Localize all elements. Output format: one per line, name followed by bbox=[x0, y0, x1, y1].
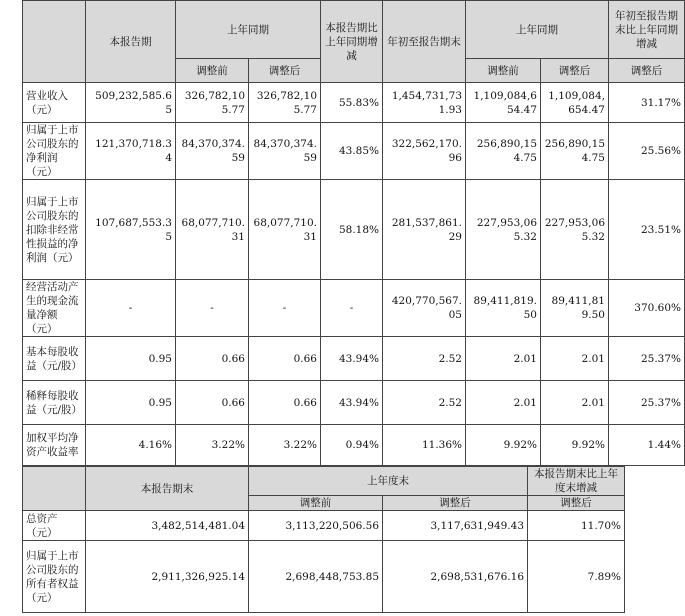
header-current-period: 本报告期 bbox=[86, 1, 176, 83]
cell-current-period: 121,370,718.34 bbox=[86, 123, 176, 180]
cell-before-adjust: 84,370,374.59 bbox=[176, 123, 249, 180]
balance-key-figures-table bbox=[22, 466, 625, 613]
cell-before-adjust: 68,077,710.31 bbox=[176, 180, 249, 280]
cell-period-end: 2,911,326,925.14 bbox=[86, 541, 249, 613]
cell-before-adjust-2: 9.92% bbox=[466, 425, 541, 466]
row-label: 归属于上市公司股东的扣除非经常性损益的净利润（元） bbox=[23, 180, 86, 280]
cell-before-adjust-2: 89,411,819.50 bbox=[466, 280, 541, 337]
cell-after-adjust-2: 9.92% bbox=[541, 425, 609, 466]
header-ytd-change: 年初至报告期末比上年同期增减 bbox=[609, 1, 685, 59]
cell-ytd-change: 25.56% bbox=[609, 123, 685, 180]
cell-ytd-change: 31.17% bbox=[609, 83, 685, 123]
cell-before-adjust: - bbox=[176, 280, 249, 337]
header-after-adjust: 调整后 bbox=[249, 59, 321, 83]
table-row bbox=[23, 83, 685, 123]
cell-after-adjust: 3.22% bbox=[249, 425, 321, 466]
cell-current-period: 509,232,585.65 bbox=[86, 83, 176, 123]
table-row bbox=[23, 511, 625, 541]
cell-ytd-change: 25.37% bbox=[609, 381, 685, 425]
cell-after-adjust-2: 227,953,065.32 bbox=[541, 180, 609, 280]
header-before-adjust: 调整前 bbox=[176, 59, 249, 83]
cell-before-adjust: 326,782,105.77 bbox=[176, 83, 249, 123]
cell-after-adjust-2: 2.01 bbox=[541, 337, 609, 381]
quarterly-key-figures-table bbox=[22, 0, 685, 466]
header-after-adjust: 调整后 bbox=[383, 496, 528, 511]
cell-change: 43.85% bbox=[321, 123, 383, 180]
cell-after-adjust-2: 89,411,819.50 bbox=[541, 280, 609, 337]
row-label: 稀释每股收益（元/股） bbox=[23, 381, 86, 425]
cell-after-adjust: 2,698,531,676.16 bbox=[383, 541, 528, 613]
cell-change: 43.94% bbox=[321, 381, 383, 425]
cell-before-adjust: 3,113,220,506.56 bbox=[249, 511, 383, 541]
header-after-adjust-3: 调整后 bbox=[541, 59, 609, 83]
cell-current-period: 107,687,553.35 bbox=[86, 180, 176, 280]
table-row bbox=[23, 425, 685, 466]
cell-current-period: - bbox=[86, 280, 176, 337]
table-row bbox=[23, 337, 685, 381]
cell-current-period: 0.95 bbox=[86, 381, 176, 425]
cell-before-adjust: 0.66 bbox=[176, 381, 249, 425]
header-period-end: 本报告期末 bbox=[86, 467, 249, 511]
header-change-vs-last-year: 本报告期比上年同期增减 bbox=[321, 1, 383, 83]
header-before-adjust: 调整前 bbox=[249, 496, 383, 511]
cell-before-adjust-2: 2.01 bbox=[466, 337, 541, 381]
cell-change: 11.70% bbox=[528, 511, 625, 541]
cell-before-adjust-2: 256,890,154.75 bbox=[466, 123, 541, 180]
header-ytd-end: 年初至报告期末 bbox=[383, 1, 466, 83]
cell-after-adjust: 3,117,631,949.43 bbox=[383, 511, 528, 541]
table-row bbox=[23, 123, 685, 180]
cell-ytd: 1,454,731,731.93 bbox=[383, 83, 466, 123]
cell-before-adjust: 2,698,448,753.85 bbox=[249, 541, 383, 613]
cell-after-adjust: 84,370,374.59 bbox=[249, 123, 321, 180]
cell-before-adjust-2: 2.01 bbox=[466, 381, 541, 425]
row-label: 营业收入（元） bbox=[23, 83, 86, 123]
cell-before-adjust-2: 1,109,084,654.47 bbox=[466, 83, 541, 123]
cell-ytd-change: 23.51% bbox=[609, 180, 685, 280]
cell-change: - bbox=[321, 280, 383, 337]
row-label: 基本每股收益（元/股） bbox=[23, 337, 86, 381]
cell-before-adjust: 3.22% bbox=[176, 425, 249, 466]
header-same-period-last-year: 上年同期 bbox=[176, 1, 321, 59]
cell-ytd-change: 25.37% bbox=[609, 337, 685, 381]
row-label: 经营活动产生的现金流量净额（元） bbox=[23, 280, 86, 337]
cell-ytd-change: 1.44% bbox=[609, 425, 685, 466]
corner-header-2 bbox=[23, 467, 86, 511]
cell-before-adjust: 0.66 bbox=[176, 337, 249, 381]
cell-after-adjust-2: 1,109,084,654.47 bbox=[541, 83, 609, 123]
row-label: 归属于上市公司股东的净利润（元） bbox=[23, 123, 86, 180]
header-after-adjust-2: 调整后 bbox=[528, 496, 625, 511]
cell-current-period: 4.16% bbox=[86, 425, 176, 466]
cell-ytd: 281,537,861.29 bbox=[383, 180, 466, 280]
cell-after-adjust: 326,782,105.77 bbox=[249, 83, 321, 123]
cell-ytd: 2.52 bbox=[383, 381, 466, 425]
cell-after-adjust-2: 256,890,154.75 bbox=[541, 123, 609, 180]
cell-after-adjust-2: 2.01 bbox=[541, 381, 609, 425]
cell-current-period: 0.95 bbox=[86, 337, 176, 381]
header-after-adjust-4: 调整后 bbox=[609, 59, 685, 83]
header-same-period-last-year-2: 上年同期 bbox=[466, 1, 609, 59]
cell-after-adjust: 68,077,710.31 bbox=[249, 180, 321, 280]
header-before-adjust-2: 调整前 bbox=[466, 59, 541, 83]
cell-change: 43.94% bbox=[321, 337, 383, 381]
row-label: 总资产（元） bbox=[23, 511, 86, 541]
table-row bbox=[23, 180, 685, 280]
cell-after-adjust: 0.66 bbox=[249, 381, 321, 425]
cell-ytd: 322,562,170.96 bbox=[383, 123, 466, 180]
row-label: 加权平均净资产收益率 bbox=[23, 425, 86, 466]
cell-ytd: 11.36% bbox=[383, 425, 466, 466]
cell-period-end: 3,482,514,481.04 bbox=[86, 511, 249, 541]
header-last-year-end: 上年度末 bbox=[249, 467, 528, 496]
cell-change: 55.83% bbox=[321, 83, 383, 123]
table-row bbox=[23, 381, 685, 425]
row-label: 归属于上市公司股东的所有者权益（元） bbox=[23, 541, 86, 613]
cell-ytd-change: 370.60% bbox=[609, 280, 685, 337]
cell-before-adjust-2: 227,953,065.32 bbox=[466, 180, 541, 280]
table-row bbox=[23, 541, 625, 613]
cell-change: 0.94% bbox=[321, 425, 383, 466]
cell-ytd: 2.52 bbox=[383, 337, 466, 381]
cell-change: 58.18% bbox=[321, 180, 383, 280]
cell-ytd: 420,770,567.05 bbox=[383, 280, 466, 337]
cell-change: 7.89% bbox=[528, 541, 625, 613]
table-row bbox=[23, 280, 685, 337]
corner-header bbox=[23, 1, 86, 83]
cell-after-adjust: 0.66 bbox=[249, 337, 321, 381]
header-change-vs-last-year-end: 本报告期末比上年度末增减 bbox=[528, 467, 625, 496]
cell-after-adjust: - bbox=[249, 280, 321, 337]
